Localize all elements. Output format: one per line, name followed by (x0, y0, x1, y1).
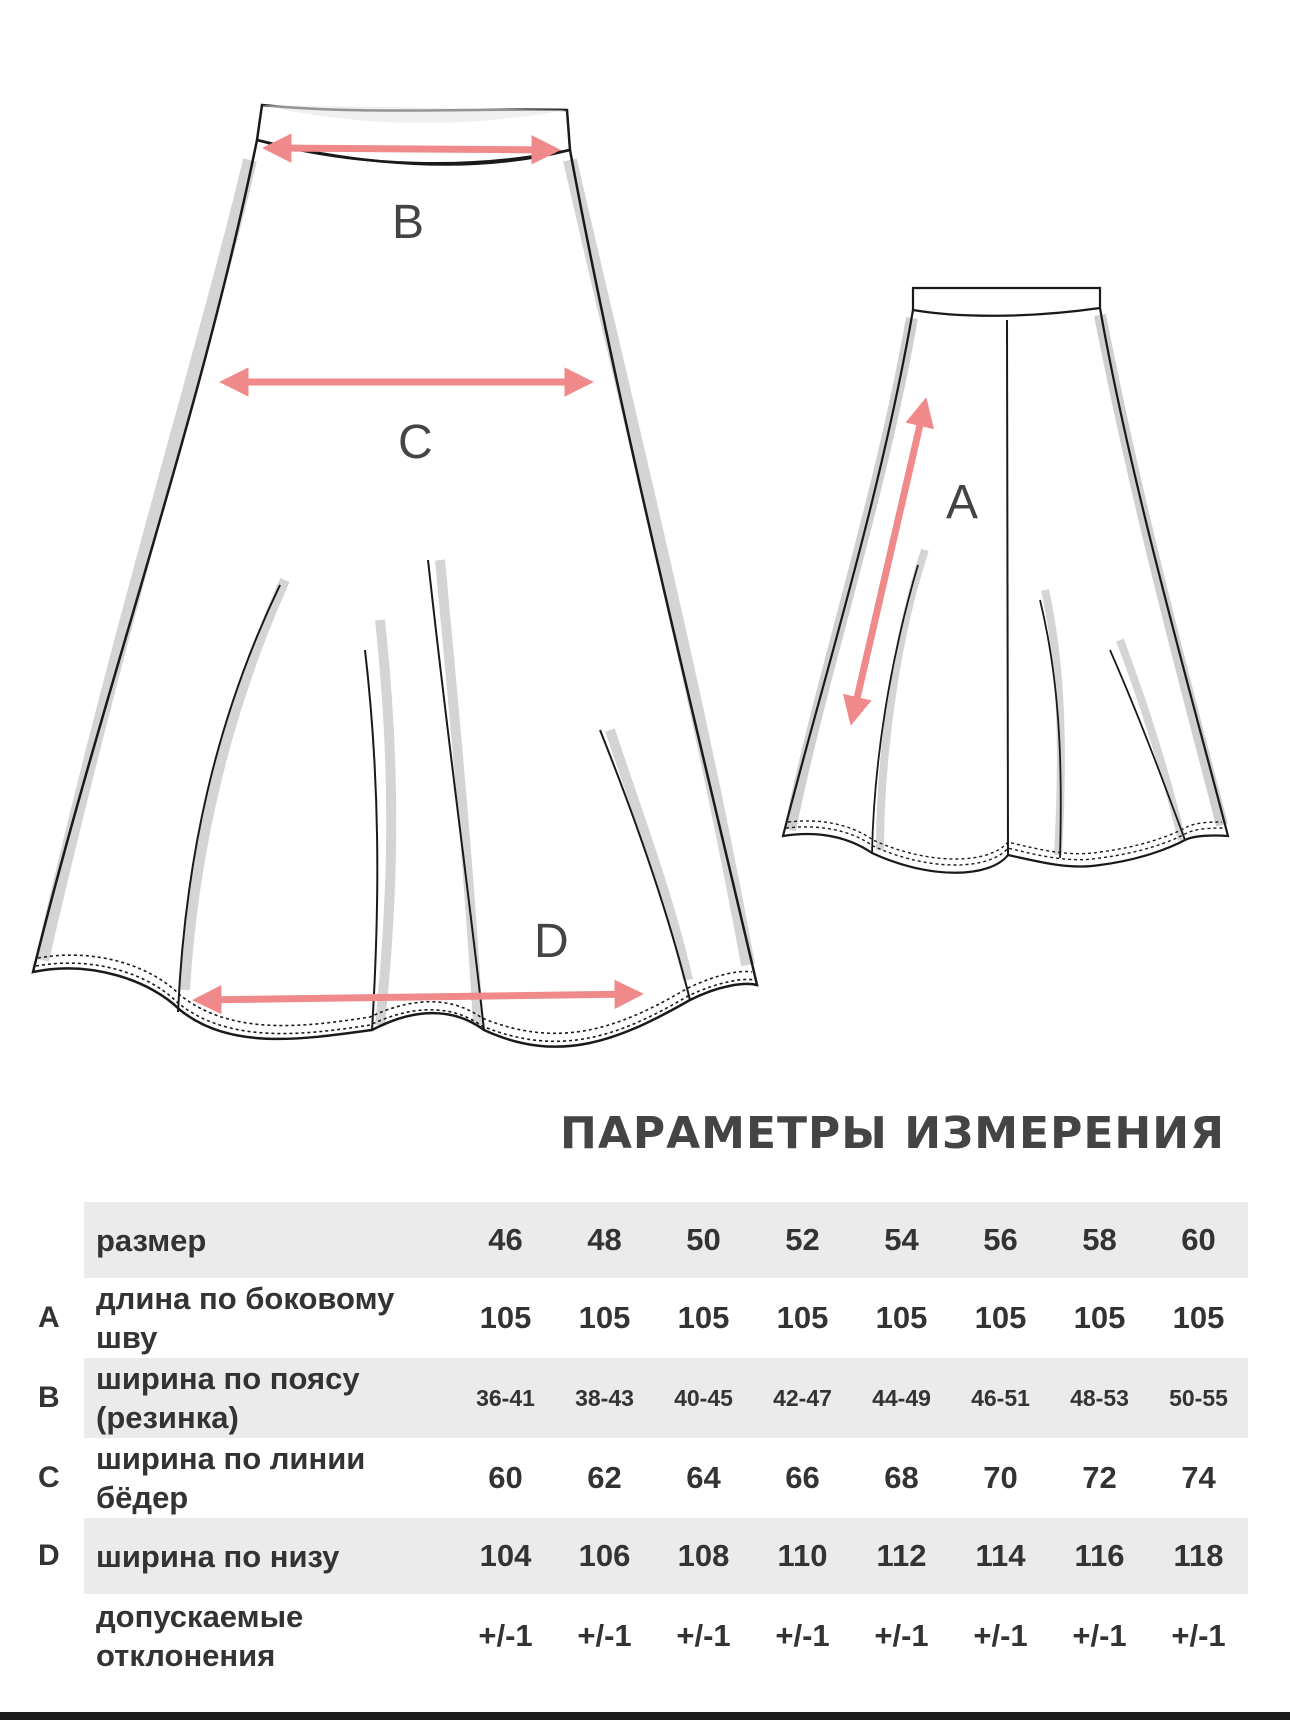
row-label: ширина по низу (84, 1518, 456, 1594)
table-row (20, 1438, 1248, 1518)
value-cell: 74 (1149, 1438, 1248, 1518)
row-label: длина по боковому шву (84, 1278, 456, 1358)
size-table (20, 1202, 1248, 1678)
value-cell: 105 (555, 1278, 654, 1358)
value-cell: 105 (1050, 1278, 1149, 1358)
value-cell: 48-53 (1050, 1358, 1149, 1438)
value-cell: 114 (951, 1518, 1050, 1594)
value-cell: 105 (753, 1278, 852, 1358)
side-skirt-drawing (783, 288, 1228, 873)
value-cell: 116 (1050, 1518, 1149, 1594)
value-cell: +/-1 (753, 1594, 852, 1678)
value-cell: 105 (852, 1278, 951, 1358)
table-row (20, 1518, 1248, 1594)
size-cell: 60 (1149, 1202, 1248, 1278)
size-cell: 46 (456, 1202, 555, 1278)
value-cell: +/-1 (1149, 1594, 1248, 1678)
value-cell: 106 (555, 1518, 654, 1594)
value-cell: 68 (852, 1438, 951, 1518)
value-cell: 46-51 (951, 1358, 1050, 1438)
row-code (20, 1594, 84, 1678)
value-cell: 66 (753, 1438, 852, 1518)
table-row (20, 1594, 1248, 1678)
value-cell: 50-55 (1149, 1358, 1248, 1438)
label-d: D (534, 915, 569, 968)
table-row (20, 1358, 1248, 1438)
value-cell: 42-47 (753, 1358, 852, 1438)
row-label: допускаемые отклонения (84, 1594, 456, 1678)
value-cell: 70 (951, 1438, 1050, 1518)
size-cell: 54 (852, 1202, 951, 1278)
value-cell: +/-1 (1050, 1594, 1149, 1678)
row-code: B (38, 1381, 60, 1414)
size-cell: 52 (753, 1202, 852, 1278)
value-cell: +/-1 (951, 1594, 1050, 1678)
row-label: ширина по линии бёдер (84, 1438, 456, 1518)
label-b: B (392, 196, 425, 249)
table-header-row (20, 1202, 1248, 1278)
value-cell: 36-41 (456, 1358, 555, 1438)
value-cell: 105 (456, 1278, 555, 1358)
value-cell: +/-1 (555, 1594, 654, 1678)
value-cell: 112 (852, 1518, 951, 1594)
row-code: D (38, 1539, 60, 1572)
size-cell: 48 (555, 1202, 654, 1278)
value-cell: 64 (654, 1438, 753, 1518)
value-cell: 105 (951, 1278, 1050, 1358)
row-code (20, 1202, 84, 1278)
label-a: A (946, 476, 979, 529)
value-cell: 104 (456, 1518, 555, 1594)
value-cell: 40-45 (654, 1358, 753, 1438)
arrow-b (268, 148, 555, 150)
value-cell: +/-1 (654, 1594, 753, 1678)
value-cell: +/-1 (852, 1594, 951, 1678)
table-row (20, 1278, 1248, 1358)
value-cell: 110 (753, 1518, 852, 1594)
row-code: A (38, 1301, 60, 1334)
section-title: ПАРАМЕТРЫ ИЗМЕРЕНИЯ (560, 1108, 1225, 1159)
size-cell: 50 (654, 1202, 753, 1278)
value-cell: 105 (1149, 1278, 1248, 1358)
value-cell: 118 (1149, 1518, 1248, 1594)
row-label: размер (84, 1202, 456, 1278)
row-label: ширина по поясу (резинка) (84, 1358, 456, 1438)
arrow-d (198, 994, 638, 1000)
value-cell: 38-43 (555, 1358, 654, 1438)
value-cell: 105 (654, 1278, 753, 1358)
row-code: C (38, 1461, 60, 1494)
value-cell: 62 (555, 1438, 654, 1518)
bottom-bar (0, 1712, 1290, 1720)
value-cell: 60 (456, 1438, 555, 1518)
size-cell: 58 (1050, 1202, 1149, 1278)
value-cell: 72 (1050, 1438, 1149, 1518)
label-c: C (398, 416, 433, 469)
value-cell: 44-49 (852, 1358, 951, 1438)
value-cell: 108 (654, 1518, 753, 1594)
value-cell: +/-1 (456, 1594, 555, 1678)
size-cell: 56 (951, 1202, 1050, 1278)
